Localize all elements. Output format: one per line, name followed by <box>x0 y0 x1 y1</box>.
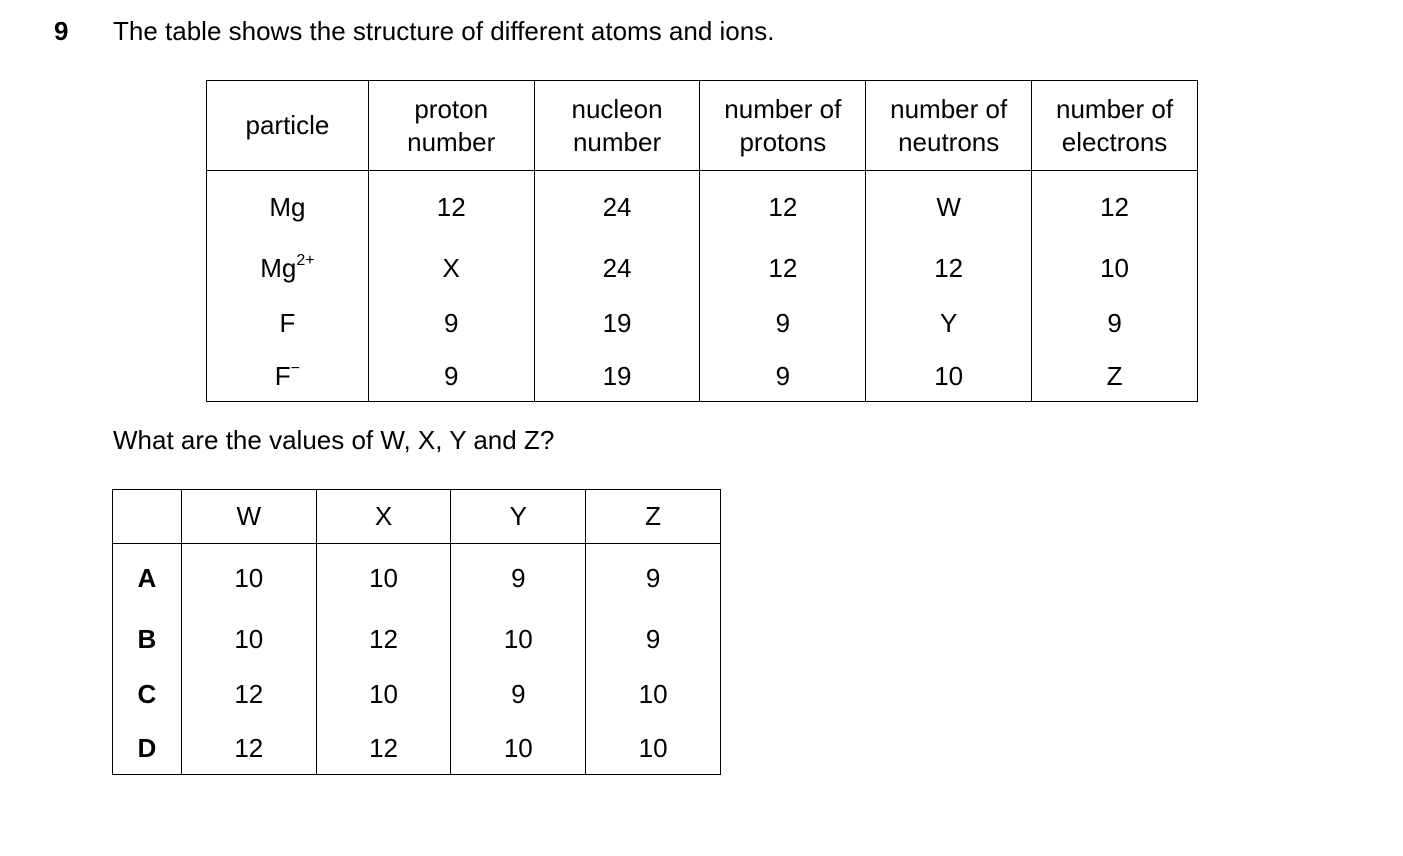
table-cell: 10 <box>316 544 451 613</box>
option-letter[interactable]: B <box>113 612 182 667</box>
table-cell: 12 <box>316 612 451 667</box>
table-cell: 12 <box>181 722 316 775</box>
header-number-of-electrons: number of electrons <box>1032 81 1198 171</box>
table-cell: 12 <box>316 722 451 775</box>
structure-table <box>206 80 1198 402</box>
table-row <box>207 171 1198 242</box>
table-cell: 19 <box>534 351 700 402</box>
table-cell: X <box>368 241 534 296</box>
table-cell: 9 <box>451 667 586 722</box>
answer-options-table <box>112 489 721 775</box>
table-cell: 12 <box>181 667 316 722</box>
table-cell: 19 <box>534 296 700 351</box>
table-row <box>207 351 1198 402</box>
answer-header-row <box>113 490 721 544</box>
header-x: X <box>316 490 451 544</box>
table-cell: 10 <box>1032 241 1198 296</box>
table-cell: 9 <box>451 544 586 613</box>
table-row <box>207 241 1198 296</box>
header-blank <box>113 490 182 544</box>
option-letter[interactable]: A <box>113 544 182 613</box>
table-cell: 10 <box>181 544 316 613</box>
table-row <box>207 296 1198 351</box>
table-cell: 9 <box>1032 296 1198 351</box>
answer-option-c[interactable] <box>113 667 721 722</box>
header-w: W <box>181 490 316 544</box>
table-cell: Z <box>1032 351 1198 402</box>
table-cell: 10 <box>586 722 721 775</box>
particle-cell: Mg <box>207 171 369 242</box>
option-letter[interactable]: D <box>113 722 182 775</box>
table-cell: 24 <box>534 241 700 296</box>
table-cell: Y <box>866 296 1032 351</box>
table-cell: 9 <box>700 296 866 351</box>
structure-header-row <box>207 81 1198 171</box>
table-cell: 24 <box>534 171 700 242</box>
answer-option-d[interactable] <box>113 722 721 775</box>
header-nucleon-number: nucleon number <box>534 81 700 171</box>
question-stem: The table shows the structure of different atoms and ions. <box>113 16 775 46</box>
particle-cell: F <box>207 296 369 351</box>
header-z: Z <box>586 490 721 544</box>
sub-question: What are the values of W, X, Y and Z? <box>113 425 555 455</box>
table-cell: 10 <box>316 667 451 722</box>
answer-option-a[interactable] <box>113 544 721 613</box>
table-cell: 9 <box>368 351 534 402</box>
header-number-of-protons: number of protons <box>700 81 866 171</box>
table-cell: 9 <box>368 296 534 351</box>
table-cell: 10 <box>181 612 316 667</box>
table-cell: 12 <box>700 171 866 242</box>
table-cell: 12 <box>1032 171 1198 242</box>
header-number-of-neutrons: number of neutrons <box>866 81 1032 171</box>
table-cell: W <box>866 171 1032 242</box>
table-cell: 10 <box>586 667 721 722</box>
table-cell: 9 <box>586 612 721 667</box>
header-particle: particle <box>207 81 369 171</box>
table-cell: 9 <box>586 544 721 613</box>
option-letter[interactable]: C <box>113 667 182 722</box>
header-proton-number: proton number <box>368 81 534 171</box>
header-y: Y <box>451 490 586 544</box>
table-cell: 12 <box>866 241 1032 296</box>
particle-cell: $Mg^{2+}$ <box>207 241 369 296</box>
table-cell: 12 <box>368 171 534 242</box>
particle-cell: F− <box>207 351 369 402</box>
answer-option-b[interactable] <box>113 612 721 667</box>
table-cell: 10 <box>451 722 586 775</box>
table-cell: 12 <box>700 241 866 296</box>
table-cell: 9 <box>700 351 866 402</box>
question-number: 9 <box>54 16 69 46</box>
table-cell: 10 <box>451 612 586 667</box>
table-cell: 10 <box>866 351 1032 402</box>
